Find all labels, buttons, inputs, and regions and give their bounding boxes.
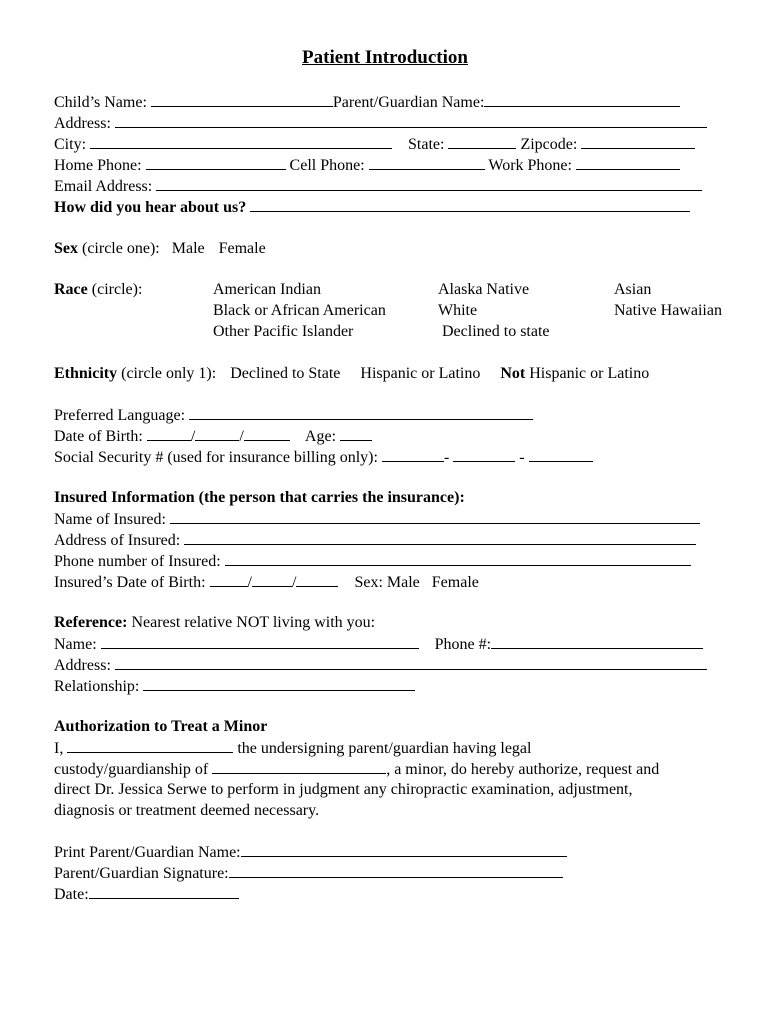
- insured-sex-option-male[interactable]: Male: [386, 574, 420, 591]
- reference-phone-field[interactable]: [491, 634, 703, 649]
- insured-dob-month-field[interactable]: [210, 572, 248, 587]
- insured-dob-label: Insured’s Date of Birth:: [54, 574, 206, 591]
- city-label: City:: [54, 136, 87, 153]
- insured-dob-row: Insured’s Date of Birth: / / Sex: Male Female: [54, 574, 479, 591]
- home-phone-label: Home Phone:: [54, 157, 142, 174]
- reference-name-row: [54, 634, 703, 655]
- print-name-row: [54, 842, 567, 863]
- ssn-part2-field[interactable]: [453, 447, 515, 462]
- race-hint: (circle):: [87, 281, 143, 298]
- authorization-guardian-field[interactable]: [67, 738, 233, 753]
- sex-label: Sex: [54, 240, 78, 257]
- authorization-line2-text: , a minor, do hereby authorize, request and: [386, 761, 660, 778]
- print-name-label: Print Parent/Guardian Name:: [54, 844, 241, 861]
- signature-label: Parent/Guardian Signature:: [54, 865, 229, 882]
- dob-label: Date of Birth:: [54, 428, 143, 445]
- phones-row: [54, 155, 680, 176]
- work-phone-label: Work Phone:: [488, 157, 572, 174]
- sex-option-female[interactable]: Female: [218, 240, 266, 257]
- insured-heading: Insured Information (the person that carries the insurance):: [54, 489, 465, 506]
- reference-relationship-field[interactable]: [143, 676, 415, 691]
- reference-name-field[interactable]: [101, 634, 419, 649]
- race-option-american-indian[interactable]: American Indian: [213, 281, 321, 298]
- ssn-part1-field[interactable]: [382, 447, 444, 462]
- insured-name-field[interactable]: [170, 509, 700, 524]
- date-row: [54, 884, 239, 905]
- authorization-line1-text: the undersigning parent/guardian having legal: [237, 740, 532, 757]
- race-label-group: [54, 280, 142, 300]
- insured-sex-label: Sex:: [354, 574, 383, 591]
- insured-address-field[interactable]: [184, 530, 696, 545]
- reference-name-label: Name:: [54, 636, 97, 653]
- ssn-label: Social Security # (used for insurance billing only):: [54, 449, 378, 466]
- email-field[interactable]: [156, 176, 702, 191]
- reference-relationship-label: Relationship:: [54, 678, 140, 695]
- ethnicity-hint: (circle only 1):: [117, 365, 217, 382]
- authorization-heading: Authorization to Treat a Minor: [54, 718, 268, 735]
- referral-field[interactable]: [250, 197, 690, 212]
- cell-phone-field[interactable]: [369, 155, 485, 170]
- date-label: Date:: [54, 886, 89, 903]
- age-label: Age:: [304, 428, 337, 445]
- insured-sex-option-female[interactable]: Female: [431, 574, 479, 591]
- address-field[interactable]: [115, 113, 707, 128]
- ethnicity-option-declined[interactable]: Declined to State: [230, 365, 341, 382]
- sex-option-male[interactable]: Male: [171, 240, 205, 257]
- insured-address-label: Address of Insured:: [54, 532, 181, 549]
- reference-phone-label: Phone #:: [434, 636, 492, 653]
- home-phone-field[interactable]: [146, 155, 286, 170]
- authorization-line-1: [54, 738, 531, 759]
- authorization-line-3: direct Dr. Jessica Serwe to perform in judgment any chiropractic examination, adjustment,: [54, 781, 633, 798]
- authorization-i: I,: [54, 740, 64, 757]
- dob-month-field[interactable]: [147, 426, 191, 441]
- ssn-part3-field[interactable]: [529, 447, 593, 462]
- authorization-minor-field[interactable]: [212, 759, 386, 774]
- email-row: [54, 176, 702, 197]
- race-option-black[interactable]: Black or African American: [213, 302, 386, 319]
- ethnicity-row: [54, 364, 649, 384]
- childs-name-field[interactable]: [151, 92, 333, 107]
- childs-name-row: [54, 92, 680, 113]
- city-field[interactable]: [90, 134, 392, 149]
- race-label: Race: [54, 281, 88, 298]
- insured-name-row: [54, 509, 700, 530]
- zipcode-field[interactable]: [581, 134, 695, 149]
- print-name-field[interactable]: [241, 842, 567, 857]
- insured-name-label: Name of Insured:: [54, 511, 166, 528]
- signature-field[interactable]: [229, 863, 563, 878]
- language-row: [54, 405, 533, 426]
- reference-heading-rest: Nearest relative NOT living with you:: [127, 614, 376, 631]
- city-row: [54, 134, 695, 155]
- ethnicity-not-rest: Hispanic or Latino: [525, 365, 650, 382]
- insured-dob-year-field[interactable]: [296, 572, 338, 587]
- ssn-row: Social Security # (used for insurance billing only): - -: [54, 447, 593, 468]
- race-option-white[interactable]: White: [438, 302, 478, 319]
- dob-year-field[interactable]: [244, 426, 290, 441]
- address-label: Address:: [54, 115, 111, 132]
- reference-address-field[interactable]: [115, 655, 707, 670]
- referral-row: [54, 197, 690, 218]
- date-field[interactable]: [89, 884, 239, 899]
- reference-address-row: [54, 655, 707, 676]
- authorization-custody-text: custody/guardianship of: [54, 761, 209, 778]
- parent-name-field[interactable]: [484, 92, 680, 107]
- insured-phone-label: Phone number of Insured:: [54, 553, 221, 570]
- work-phone-field[interactable]: [576, 155, 680, 170]
- ethnicity-option-hispanic[interactable]: Hispanic or Latino: [360, 365, 481, 382]
- dob-day-field[interactable]: [195, 426, 239, 441]
- race-option-native-hawaiian[interactable]: Native Hawaiian: [614, 302, 722, 319]
- signature-row: [54, 863, 563, 884]
- address-row: [54, 113, 707, 134]
- sex-hint: (circle one):: [78, 240, 160, 257]
- childs-name-label: Child’s Name:: [54, 94, 147, 111]
- insured-dob-day-field[interactable]: [252, 572, 292, 587]
- cell-phone-label: Cell Phone:: [289, 157, 365, 174]
- state-label: State:: [408, 136, 445, 153]
- reference-heading: Reference:: [54, 614, 128, 631]
- insured-address-row: [54, 530, 696, 551]
- reference-address-label: Address:: [54, 657, 111, 674]
- form-title: Patient Introduction: [302, 47, 468, 68]
- sex-row: [54, 239, 266, 259]
- language-field[interactable]: [189, 405, 533, 420]
- race-option-alaska-native[interactable]: Alaska Native: [438, 281, 530, 298]
- authorization-line-2: [54, 759, 659, 780]
- state-field[interactable]: [448, 134, 516, 149]
- language-label: Preferred Language:: [54, 407, 186, 424]
- parent-name-label: Parent/Guardian Name:: [332, 94, 485, 111]
- ethnicity-label: Ethnicity: [54, 365, 118, 382]
- insured-phone-row: [54, 551, 691, 572]
- referral-label: How did you hear about us?: [54, 199, 247, 216]
- zipcode-label: Zipcode:: [520, 136, 578, 153]
- race-option-pacific-islander[interactable]: Other Pacific Islander: [213, 323, 354, 340]
- reference-relationship-row: [54, 676, 415, 697]
- dob-row: Date of Birth: / / Age:: [54, 426, 372, 447]
- ethnicity-option-not-hispanic[interactable]: [500, 365, 649, 382]
- race-option-declined[interactable]: Declined to state: [442, 323, 550, 340]
- race-option-asian[interactable]: Asian: [614, 281, 652, 298]
- authorization-line-4: diagnosis or treatment deemed necessary.: [54, 802, 320, 819]
- age-field[interactable]: [340, 426, 372, 441]
- reference-heading-row: [54, 613, 375, 633]
- insured-phone-field[interactable]: [225, 551, 691, 566]
- ethnicity-not-word: Not: [500, 365, 526, 382]
- email-label: Email Address:: [54, 178, 153, 195]
